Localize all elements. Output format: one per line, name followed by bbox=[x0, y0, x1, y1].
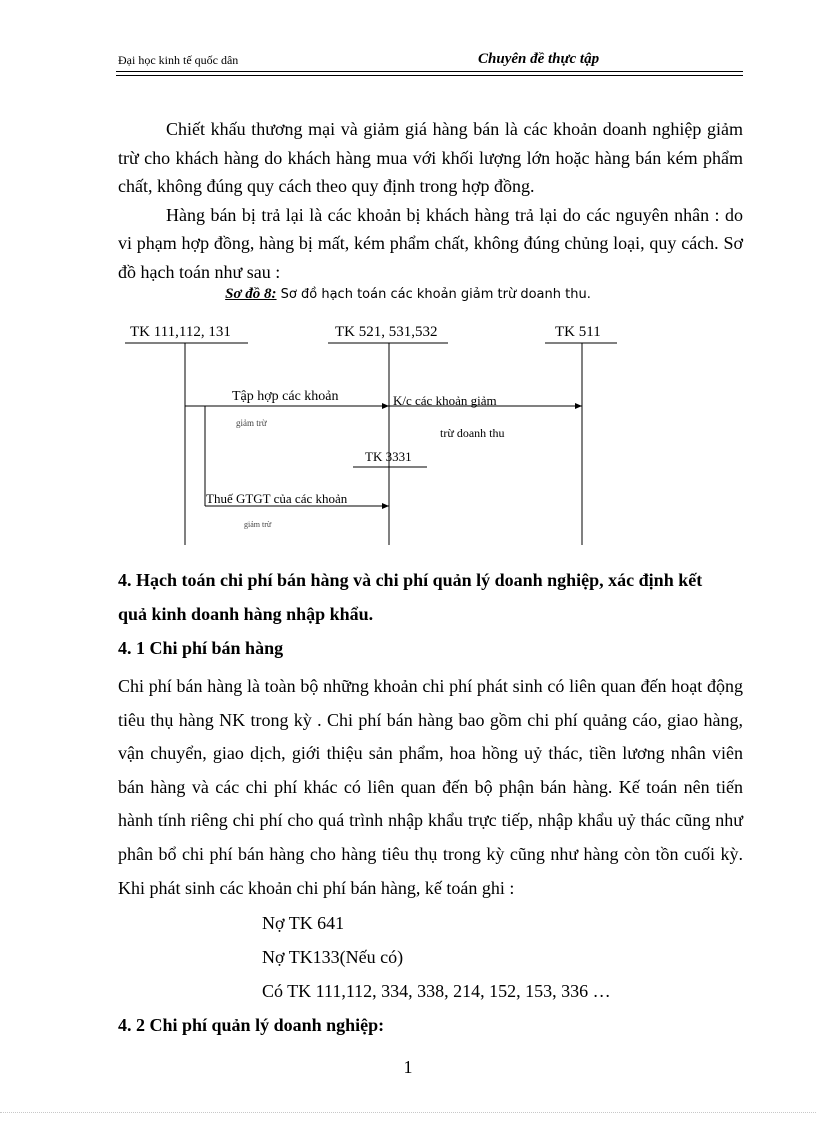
section42-title: 4. 2 Chi phí quản lý doanh nghiệp: bbox=[118, 1015, 385, 1035]
header-title: Chuyên đề thực tập bbox=[478, 51, 600, 67]
paragraph-discount: Chiết khấu thương mại và giảm giá hàng bán là các khoản doanh nghiệp giảm trừ cho khách hàng do khách hàng mua với khối lượng lớn hoặc hàng bán kém phẩm chất, không đúng quy cách theo quy định trong hợp đồng. bbox=[118, 119, 743, 196]
arrow3-sublabel: giảm trừ bbox=[244, 520, 272, 529]
selling-expense-body bbox=[118, 670, 743, 905]
section41-title: 4. 1 Chi phí bán hàng bbox=[118, 638, 284, 658]
selling-expense-paragraph: Chi phí bán hàng là toàn bộ những khoản chi phí phát sinh có liên quan đến hoạt động tiêu thụ hàng NK trong kỳ . Chi phí bán hàng bao gồm chi phí quảng cáo, giao hàng, vận chuyển, giao dịch, giới thiệu sản phẩm, hoa hồng uỷ thác, tiền lương nhân viên bán hàng và các chi phí khác có liên quan đến bộ phận bán hàng. Kế toán nên tiến hành tính riêng chi phí cho quá trình nhập khẩu trực tiếp, nhập khẩu uỷ thác cũng như phân bổ chi phí bán hàng cho hàng tiêu thụ trong kỳ cũng như hàng còn tồn cuối kỳ. Khi phát sinh các khoản chi phí bán hàng, kế toán ghi : bbox=[118, 676, 743, 898]
account-tk511: TK 511 bbox=[555, 324, 601, 340]
journal-entry-credit: Có TK 111,112, 334, 338, 214, 152, 153, 336 … bbox=[262, 981, 611, 1001]
caption-text: Sơ đồ hạch toán các khoản giảm trừ doanh thu. bbox=[276, 287, 591, 302]
accounting-diagram bbox=[0, 0, 816, 560]
journal-entry-debit-133: Nợ TK133(Nếu có) bbox=[262, 947, 404, 967]
account-tk3331: TK 3331 bbox=[365, 449, 412, 464]
arrow2-label: K/c các khoản giảm bbox=[393, 393, 497, 408]
account-tk111: TK 111,112, 131 bbox=[130, 324, 231, 340]
section4-title-line2: quả kinh doanh hàng nhập khẩu. bbox=[118, 604, 374, 624]
section4-title-line1: 4. Hạch toán chi phí bán hàng và chi phí quản lý doanh nghiệp, xác định kết bbox=[118, 570, 703, 590]
arrow2-sublabel: trừ doanh thu bbox=[440, 426, 505, 440]
account-tk521: TK 521, 531,532 bbox=[335, 324, 438, 340]
arrow3-label: Thuế GTGT của các khoản bbox=[206, 491, 348, 506]
page-bottom-edge bbox=[0, 1112, 816, 1113]
page-number: 1 bbox=[403, 1057, 413, 1077]
caption-label: Sơ đồ 8: bbox=[225, 286, 277, 302]
header-school: Đại học kinh tế quốc dân bbox=[118, 53, 239, 67]
arrow1-sublabel: giảm trừ bbox=[236, 418, 267, 428]
arrow1-label: Tập hợp các khoản bbox=[232, 389, 339, 404]
paragraph-returns: Hàng bán bị trả lại là các khoản bị khách hàng trả lại do các nguyên nhân : do vi phạm hợp đồng, hàng bị mất, kém phẩm chất, không đúng chủng loại, quy cách. Sơ đồ hạch toán như sau : bbox=[118, 204, 743, 282]
journal-entry-debit-641: Nợ TK 641 bbox=[262, 913, 345, 933]
